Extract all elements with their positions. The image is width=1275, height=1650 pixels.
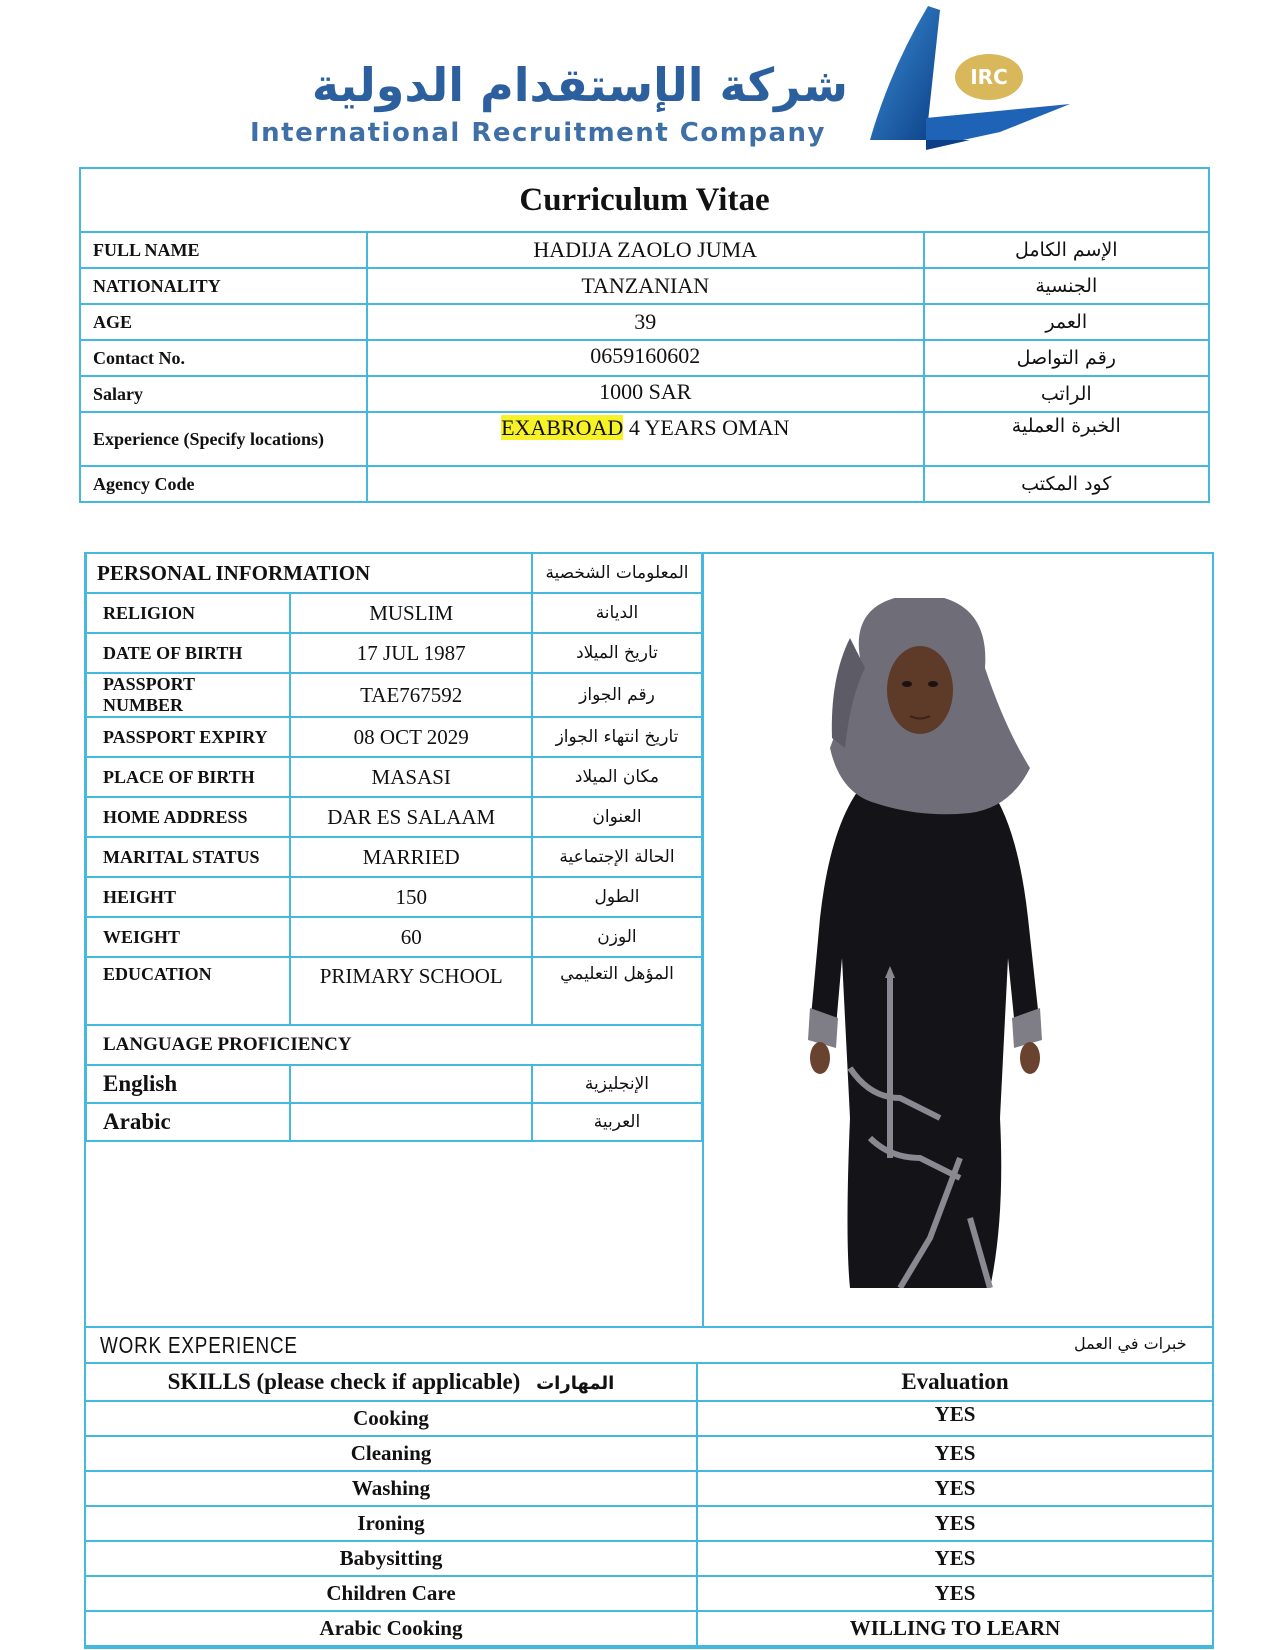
- language-value: [290, 1103, 531, 1141]
- summary-value: 39: [367, 304, 924, 340]
- summary-value: [367, 466, 924, 502]
- info-label-ar: الطول: [532, 877, 702, 917]
- skill-name: Arabic Cooking: [85, 1611, 697, 1646]
- skill-name: Children Care: [85, 1576, 697, 1611]
- language-title: LANGUAGE PROFICIENCY: [86, 1025, 702, 1065]
- evaluation-header: Evaluation: [697, 1363, 1213, 1401]
- skill-evaluation: YES: [697, 1541, 1213, 1576]
- info-value: 60: [290, 917, 531, 957]
- skill-evaluation: WILLING TO LEARN: [697, 1611, 1213, 1646]
- summary-label: NATIONALITY: [80, 268, 367, 304]
- info-value: DAR ES SALAAM: [290, 797, 531, 837]
- skill-name: Ironing: [85, 1506, 697, 1541]
- summary-row: [80, 376, 1209, 412]
- work-experience-label: WORK EXPERIENCE: [100, 1332, 298, 1358]
- info-label: PLACE OF BIRTH: [86, 757, 290, 797]
- summary-label: Experience (Specify locations): [80, 412, 367, 466]
- logo-arabic-name: شركة الإستقدام الدولية: [311, 58, 848, 112]
- language-row: [86, 1103, 702, 1141]
- info-label-ar: الحالة الإجتماعية: [532, 837, 702, 877]
- info-label: WEIGHT: [86, 917, 290, 957]
- logo-badge: IRC: [955, 54, 1023, 100]
- skill-row: [85, 1611, 1213, 1646]
- skills-header-label-ar: المهارات: [536, 1373, 615, 1394]
- skill-name: Cooking: [85, 1401, 697, 1436]
- summary-table: [79, 167, 1210, 503]
- language-label-ar: الإنجليزية: [532, 1065, 702, 1103]
- skill-row: [85, 1401, 1213, 1436]
- info-value: 08 OCT 2029: [290, 717, 531, 757]
- info-row: [86, 917, 702, 957]
- summary-label-ar: العمر: [924, 304, 1209, 340]
- summary-row-experience: [80, 412, 1209, 466]
- info-label-ar: العنوان: [532, 797, 702, 837]
- info-row: [86, 837, 702, 877]
- summary-label-ar: رقم التواصل: [924, 340, 1209, 376]
- info-label-ar: رقم الجواز: [532, 673, 702, 717]
- company-logo: [230, 0, 1090, 160]
- info-row: [86, 797, 702, 837]
- skills-header-row: [85, 1363, 1213, 1401]
- summary-value: 0659160602: [367, 340, 924, 376]
- skill-name: Cleaning: [85, 1436, 697, 1471]
- summary-label: FULL NAME: [80, 232, 367, 268]
- skill-row: [85, 1541, 1213, 1576]
- info-label: PASSPORT EXPIRY: [86, 717, 290, 757]
- language-label-ar: العربية: [532, 1103, 702, 1141]
- skill-row: [85, 1436, 1213, 1471]
- experience-text: 4 YEARS OMAN: [623, 415, 790, 440]
- personal-info-header: [86, 553, 702, 593]
- info-label: PASSPORT NUMBER: [86, 673, 290, 717]
- work-experience-bar: [84, 1326, 1214, 1364]
- skill-name: Washing: [85, 1471, 697, 1506]
- skill-name: Babysitting: [85, 1541, 697, 1576]
- info-value: MASASI: [290, 757, 531, 797]
- language-header: [86, 1025, 702, 1065]
- info-row: [86, 633, 702, 673]
- info-row: [86, 877, 702, 917]
- summary-value: HADIJA ZAOLO JUMA: [367, 232, 924, 268]
- experience-highlight: EXABROAD: [501, 415, 624, 440]
- info-row: [86, 757, 702, 797]
- info-label: HEIGHT: [86, 877, 290, 917]
- info-value: 150: [290, 877, 531, 917]
- skill-evaluation: YES: [697, 1436, 1213, 1471]
- summary-row: [80, 232, 1209, 268]
- summary-label-ar: الخبرة العملية: [924, 412, 1209, 466]
- summary-row: [80, 268, 1209, 304]
- info-label-ar: مكان الميلاد: [532, 757, 702, 797]
- skill-evaluation: YES: [697, 1401, 1213, 1436]
- summary-label: Contact No.: [80, 340, 367, 376]
- summary-label-ar: الراتب: [924, 376, 1209, 412]
- info-value: TAE767592: [290, 673, 531, 717]
- info-label-ar: الوزن: [532, 917, 702, 957]
- info-label: DATE OF BIRTH: [86, 633, 290, 673]
- page-title: Curriculum Vitae: [80, 168, 1209, 232]
- info-label-ar: تاريخ الميلاد: [532, 633, 702, 673]
- skill-row: [85, 1506, 1213, 1541]
- summary-label-ar: الإسم الكامل: [924, 232, 1209, 268]
- summary-row: [80, 304, 1209, 340]
- language-label: English: [86, 1065, 290, 1103]
- summary-label: Salary: [80, 376, 367, 412]
- summary-label: Agency Code: [80, 466, 367, 502]
- info-value: PRIMARY SCHOOL: [290, 957, 531, 1025]
- info-label: RELIGION: [86, 593, 290, 633]
- info-label: MARITAL STATUS: [86, 837, 290, 877]
- summary-label-ar: الجنسية: [924, 268, 1209, 304]
- info-label-ar: تاريخ انتهاء الجواز: [532, 717, 702, 757]
- info-value: MARRIED: [290, 837, 531, 877]
- candidate-photo: [790, 598, 1060, 1288]
- summary-label: AGE: [80, 304, 367, 340]
- personal-info-title-ar: المعلومات الشخصية: [532, 553, 702, 593]
- info-row: [86, 717, 702, 757]
- info-label: HOME ADDRESS: [86, 797, 290, 837]
- info-label: EDUCATION: [86, 957, 290, 1025]
- skills-table: [84, 1362, 1214, 1647]
- skills-header-label: SKILLS (please check if applicable): [167, 1369, 521, 1394]
- personal-info-table: [85, 552, 703, 1142]
- language-value: [290, 1065, 531, 1103]
- language-row: [86, 1065, 702, 1103]
- language-label: Arabic: [86, 1103, 290, 1141]
- summary-row: [80, 466, 1209, 502]
- info-row: [86, 673, 702, 717]
- summary-row: [80, 340, 1209, 376]
- info-row-education: [86, 957, 702, 1025]
- info-label-ar: المؤهل التعليمي: [532, 957, 702, 1025]
- info-value: MUSLIM: [290, 593, 531, 633]
- skills-header: [85, 1363, 697, 1401]
- skill-row: [85, 1471, 1213, 1506]
- skill-row: [85, 1576, 1213, 1611]
- summary-value: 1000 SAR: [367, 376, 924, 412]
- skill-evaluation: YES: [697, 1506, 1213, 1541]
- summary-value: [367, 412, 924, 466]
- info-value: 17 JUL 1987: [290, 633, 531, 673]
- work-experience-label-ar: خبرات في العمل: [1074, 1334, 1187, 1353]
- info-row: [86, 593, 702, 633]
- skill-evaluation: YES: [697, 1576, 1213, 1611]
- summary-value: TANZANIAN: [367, 268, 924, 304]
- personal-info-title: PERSONAL INFORMATION: [86, 553, 532, 593]
- info-label-ar: الديانة: [532, 593, 702, 633]
- skill-evaluation: YES: [697, 1471, 1213, 1506]
- summary-label-ar: كود المكتب: [924, 466, 1209, 502]
- logo-english-name: International Recruitment Company: [250, 118, 826, 148]
